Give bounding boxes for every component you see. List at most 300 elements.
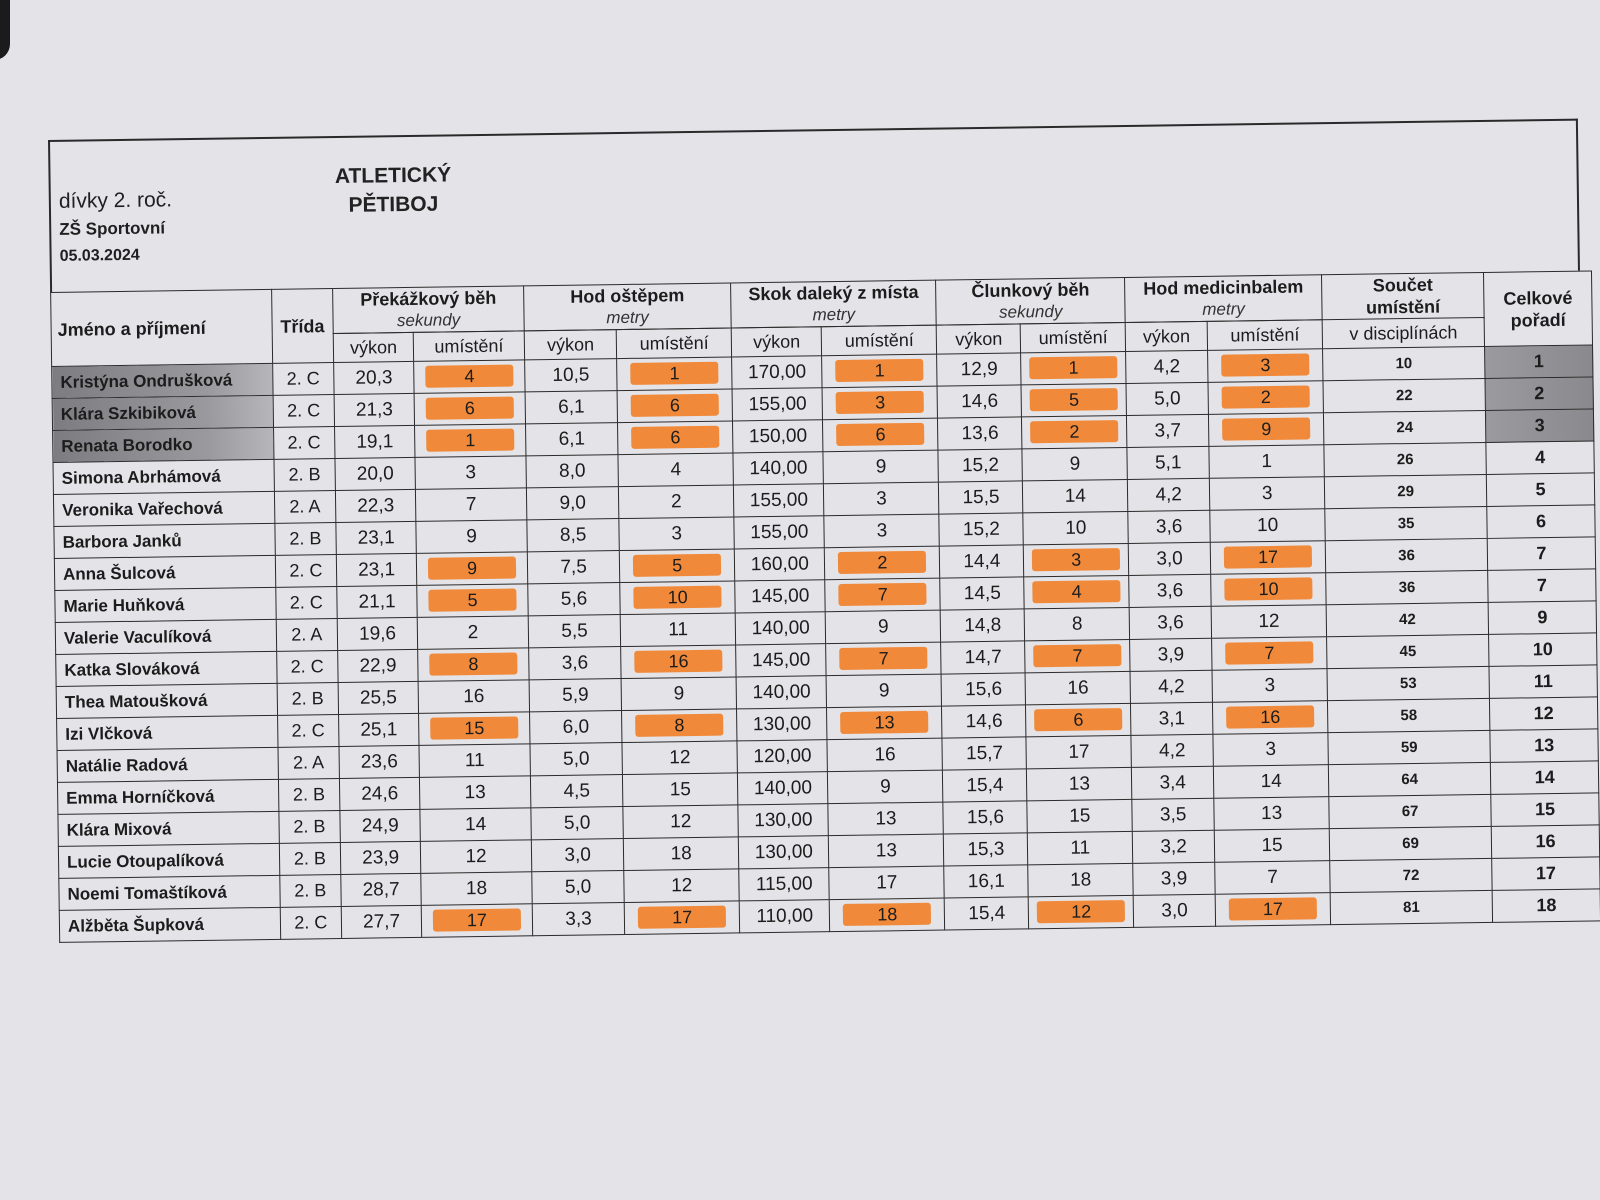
athlete-class: 2. C <box>276 651 338 684</box>
highlighted-placement: 6 <box>1034 708 1122 731</box>
overall-rank: 3 <box>1486 409 1594 443</box>
overall-rank: 15 <box>1491 793 1599 827</box>
placement-subheader: umístění <box>822 325 937 356</box>
discipline-unit: sekundy <box>998 301 1063 322</box>
performance-value: 5,6 <box>528 583 621 616</box>
placement-value <box>1215 893 1330 927</box>
placement-value: 12 <box>622 741 737 775</box>
performance-value: 3,2 <box>1132 830 1215 863</box>
placement-value <box>1022 415 1127 448</box>
placement-value: 12 <box>1211 605 1326 639</box>
athlete-name: Anna Šulcová <box>54 555 275 590</box>
placement-value <box>1208 349 1323 383</box>
placement-value <box>621 645 736 679</box>
performance-value: 115,00 <box>739 868 830 901</box>
highlighted-placement: 17 <box>1224 545 1312 568</box>
highlighted-placement: 5 <box>633 554 721 577</box>
overall-header-line: pořadí <box>1510 309 1566 331</box>
performance-value: 6,1 <box>525 423 618 456</box>
performance-value: 155,00 <box>734 516 825 549</box>
performance-value: 3,7 <box>1127 414 1210 447</box>
highlighted-placement: 2 <box>1030 420 1118 443</box>
performance-value: 140,00 <box>738 772 829 805</box>
performance-value: 14,4 <box>940 545 1025 578</box>
discipline-name: Hod medicinbalem <box>1143 276 1304 299</box>
placement-sum: 36 <box>1325 538 1488 572</box>
placement-value: 18 <box>421 872 532 906</box>
placement-value: 11 <box>419 744 530 778</box>
placement-value: 9 <box>621 677 736 711</box>
placement-value: 15 <box>623 773 738 807</box>
athlete-class: 2. C <box>275 555 337 588</box>
sum-column-header <box>1322 272 1485 319</box>
performance-subheader: výkon <box>731 327 822 357</box>
placement-value <box>823 418 938 452</box>
page-title <box>320 160 466 220</box>
placement-value: 12 <box>624 869 739 903</box>
event-date: 05.03.2024 <box>59 246 140 265</box>
performance-value: 24,9 <box>340 809 420 842</box>
placement-value: 3 <box>1210 477 1325 511</box>
athlete-class: 2. C <box>272 363 334 396</box>
performance-value: 8,5 <box>527 519 620 552</box>
placement-sum: 22 <box>1323 378 1486 412</box>
athlete-class: 2. C <box>280 906 342 939</box>
performance-value: 3,0 <box>1133 894 1216 927</box>
overall-rank: 5 <box>1486 473 1594 507</box>
performance-value: 14,8 <box>940 609 1025 642</box>
performance-value: 4,2 <box>1130 670 1213 703</box>
highlighted-placement: 12 <box>1037 900 1125 923</box>
highlighted-placement: 2 <box>1222 385 1310 408</box>
performance-value: 3,3 <box>532 903 625 936</box>
performance-value: 22,3 <box>336 489 416 522</box>
placement-sum: 69 <box>1329 826 1492 860</box>
performance-value: 20,3 <box>334 361 414 394</box>
highlighted-placement: 6 <box>426 397 514 420</box>
overall-rank: 7 <box>1487 537 1595 571</box>
highlighted-placement: 3 <box>1221 353 1309 376</box>
placement-value: 9 <box>416 520 527 554</box>
placement-value <box>620 549 735 583</box>
placement-value: 12 <box>623 805 738 839</box>
performance-value: 8,0 <box>526 455 619 488</box>
performance-value: 3,0 <box>531 839 624 872</box>
highlighted-placement: 1 <box>836 359 924 382</box>
performance-value: 130,00 <box>738 804 829 837</box>
performance-value: 3,6 <box>1129 574 1212 607</box>
highlighted-placement: 13 <box>840 711 928 734</box>
performance-subheader: výkon <box>524 330 617 360</box>
performance-value: 7,5 <box>527 551 620 584</box>
placement-subheader: umístění <box>413 331 524 362</box>
placement-subheader: umístění <box>1021 322 1126 352</box>
performance-value: 15,6 <box>941 673 1026 706</box>
highlighted-placement: 16 <box>634 650 722 673</box>
placement-value: 14 <box>1214 765 1329 799</box>
performance-value: 4,2 <box>1126 350 1209 383</box>
highlighted-placement: 16 <box>1226 705 1314 728</box>
placement-value: 13 <box>420 776 531 810</box>
performance-value: 5,0 <box>530 743 623 776</box>
performance-value: 5,0 <box>532 871 625 904</box>
placement-sum: 24 <box>1323 410 1486 444</box>
athlete-class: 2. B <box>278 778 340 811</box>
binder-clip <box>0 0 10 60</box>
performance-value: 3,1 <box>1131 702 1214 735</box>
sheet-header <box>48 119 1580 292</box>
placement-value: 14 <box>1023 479 1128 512</box>
placement-value: 3 <box>415 456 526 490</box>
overall-rank: 4 <box>1486 441 1594 475</box>
athlete-class: 2. C <box>275 587 337 620</box>
athlete-class: 2. C <box>273 395 335 428</box>
placement-value <box>1211 573 1326 607</box>
performance-value: 14,5 <box>940 577 1025 610</box>
placement-value: 17 <box>1026 735 1131 768</box>
performance-value: 14,7 <box>941 641 1026 674</box>
performance-value: 25,1 <box>339 713 419 746</box>
placement-value <box>1210 541 1325 575</box>
overall-rank: 13 <box>1490 729 1598 763</box>
performance-value: 120,00 <box>737 740 828 773</box>
highlighted-placement: 7 <box>840 647 928 670</box>
placement-value: 9 <box>828 770 943 804</box>
performance-value: 19,1 <box>335 425 415 458</box>
sum-header-line: Součet <box>1372 274 1433 296</box>
discipline-header-4 <box>936 277 1125 325</box>
highlighted-placement: 3 <box>1032 548 1120 571</box>
placement-sum: 42 <box>1326 602 1489 636</box>
athlete-name: Simona Abrhámová <box>53 459 274 494</box>
highlighted-placement: 7 <box>1033 644 1121 667</box>
highlighted-placement: 6 <box>836 423 924 446</box>
performance-subheader: výkon <box>333 332 413 362</box>
athlete-class: 2. B <box>278 810 340 843</box>
performance-value: 130,00 <box>738 836 829 869</box>
performance-value: 5,9 <box>529 679 622 712</box>
discipline-unit: metry <box>812 304 856 325</box>
highlighted-placement: 1 <box>630 362 718 385</box>
highlighted-placement: 8 <box>635 714 723 737</box>
performance-value: 9,0 <box>526 487 619 520</box>
highlighted-placement: 17 <box>1229 897 1317 920</box>
placement-value: 12 <box>420 840 531 874</box>
performance-value: 160,00 <box>734 548 825 581</box>
placement-value <box>825 578 940 612</box>
performance-value: 27,7 <box>341 905 421 938</box>
placement-sum: 64 <box>1328 762 1491 796</box>
performance-value: 110,00 <box>739 900 830 933</box>
placement-value: 2 <box>417 616 528 650</box>
placement-value <box>1021 383 1126 416</box>
placement-value: 13 <box>829 834 944 868</box>
placement-value: 7 <box>416 488 527 522</box>
overall-column-header <box>1484 271 1593 346</box>
placement-value: 13 <box>828 802 943 836</box>
placement-value: 16 <box>418 680 529 714</box>
placement-value: 4 <box>618 453 733 487</box>
highlighted-placement: 8 <box>429 652 517 675</box>
performance-value: 155,00 <box>732 388 823 421</box>
discipline-name: Člunkový běh <box>971 279 1090 302</box>
athlete-name: Noemi Tomaštíková <box>59 875 280 910</box>
placement-value <box>617 357 732 391</box>
athlete-class: 2. C <box>277 714 339 747</box>
placement-value: 3 <box>824 482 939 516</box>
highlighted-placement: 7 <box>1225 641 1313 664</box>
performance-value: 23,6 <box>339 745 419 778</box>
performance-value: 24,6 <box>340 777 420 810</box>
performance-value: 140,00 <box>735 612 826 645</box>
athlete-class: 2. B <box>279 842 341 875</box>
performance-value: 14,6 <box>937 385 1022 418</box>
highlighted-placement: 6 <box>631 394 719 417</box>
sheet-info <box>59 188 173 266</box>
placement-value: 15 <box>1214 829 1329 863</box>
overall-rank: 11 <box>1489 665 1597 699</box>
performance-value: 5,5 <box>528 615 621 648</box>
performance-value: 23,9 <box>340 841 420 874</box>
placement-value <box>624 901 739 935</box>
placement-value: 18 <box>624 837 739 871</box>
placement-sum: 29 <box>1324 474 1487 508</box>
placement-value <box>415 424 526 458</box>
athlete-name: Klára Szkibiková <box>52 395 273 430</box>
placement-value <box>417 584 528 618</box>
performance-value: 3,6 <box>529 647 622 680</box>
overall-rank: 18 <box>1492 889 1600 923</box>
highlighted-placement: 1 <box>426 429 514 452</box>
placement-value: 9 <box>827 674 942 708</box>
placement-sum: 45 <box>1327 634 1490 668</box>
athlete-class: 2. C <box>273 427 335 460</box>
highlighted-placement: 4 <box>1033 580 1121 603</box>
highlighted-placement: 4 <box>425 365 513 388</box>
athlete-name: Natálie Radová <box>57 747 278 782</box>
athlete-name: Lucie Otoupalíková <box>58 843 279 878</box>
overall-rank: 12 <box>1490 697 1598 731</box>
performance-value: 3,9 <box>1130 638 1213 671</box>
title-line-2: PĚTIBOJ <box>348 192 439 217</box>
placement-sum: 36 <box>1326 570 1489 604</box>
athlete-name: Kristýna Ondrušková <box>52 363 273 398</box>
category-label: dívky 2. roč. <box>58 188 173 213</box>
placement-value <box>1209 413 1324 447</box>
placement-value <box>1208 381 1323 415</box>
performance-value: 25,5 <box>338 681 418 714</box>
athlete-class: 2. A <box>278 746 340 779</box>
results-table <box>50 270 1600 942</box>
placement-value <box>827 706 942 740</box>
performance-value: 14,6 <box>942 705 1027 738</box>
performance-value: 150,00 <box>733 420 824 453</box>
overall-rank: 7 <box>1488 569 1596 603</box>
performance-value: 23,1 <box>336 521 416 554</box>
placement-sum: 67 <box>1329 794 1492 828</box>
placement-value <box>1024 575 1129 608</box>
athlete-name: Thea Matoušková <box>56 683 277 718</box>
athlete-class: 2. A <box>276 619 338 652</box>
placement-value: 1 <box>1209 445 1324 479</box>
placement-value: 13 <box>1214 797 1329 831</box>
athlete-name: Marie Huňková <box>55 587 276 622</box>
title-line-1: ATLETICKÝ <box>334 163 452 188</box>
placement-value <box>1021 351 1126 384</box>
overall-rank: 2 <box>1485 377 1593 411</box>
placement-sum: 10 <box>1323 346 1486 380</box>
highlighted-placement: 3 <box>836 391 924 414</box>
performance-value: 15,4 <box>945 897 1030 930</box>
placement-value <box>620 581 735 615</box>
placement-sum: 72 <box>1330 858 1493 892</box>
overall-rank: 14 <box>1490 761 1598 795</box>
performance-value: 3,6 <box>1128 510 1211 543</box>
athlete-class: 2. A <box>274 491 336 524</box>
performance-value: 15,2 <box>939 513 1024 546</box>
highlighted-placement: 9 <box>1222 417 1310 440</box>
overall-header-line: Celkové <box>1503 287 1573 309</box>
performance-value: 145,00 <box>736 644 827 677</box>
placement-value <box>418 648 529 682</box>
placement-value: 3 <box>619 517 734 551</box>
discipline-name: Hod oštěpem <box>570 285 685 307</box>
highlighted-placement: 5 <box>428 589 516 612</box>
placement-value <box>622 709 737 743</box>
placement-sum: 59 <box>1328 730 1491 764</box>
overall-rank: 10 <box>1489 633 1597 667</box>
performance-value: 5,0 <box>531 807 624 840</box>
placement-value <box>1024 543 1129 576</box>
performance-value: 22,9 <box>338 649 418 682</box>
performance-subheader: výkon <box>1125 321 1207 351</box>
placement-sum: 81 <box>1330 890 1493 924</box>
placement-value <box>822 354 937 388</box>
highlighted-placement: 5 <box>1030 388 1118 411</box>
placement-value: 2 <box>619 485 734 519</box>
highlighted-placement: 10 <box>1224 577 1312 600</box>
placement-value <box>414 360 525 394</box>
placement-value <box>1025 639 1130 672</box>
discipline-name: Překážkový běh <box>360 287 497 310</box>
performance-value: 15,4 <box>943 769 1028 802</box>
placement-value <box>826 642 941 676</box>
placement-value: 9 <box>1022 447 1127 480</box>
placement-value: 3 <box>1213 733 1328 767</box>
performance-value: 28,7 <box>341 873 421 906</box>
placement-sum: 53 <box>1327 666 1490 700</box>
highlighted-placement: 6 <box>631 426 719 449</box>
highlighted-placement: 15 <box>430 716 518 739</box>
athlete-name: Veronika Vařechová <box>53 491 274 526</box>
placement-value <box>822 386 937 420</box>
placement-value <box>414 392 525 426</box>
performance-value: 3,9 <box>1133 862 1216 895</box>
placement-value <box>617 389 732 423</box>
discipline-header-5 <box>1125 275 1323 323</box>
performance-value: 16,1 <box>944 865 1029 898</box>
performance-value: 20,0 <box>335 457 415 490</box>
performance-value: 170,00 <box>732 356 823 389</box>
overall-rank: 16 <box>1491 825 1599 859</box>
discipline-unit: metry <box>1202 299 1245 319</box>
performance-value: 5,0 <box>1126 382 1209 415</box>
performance-value: 13,6 <box>938 417 1023 450</box>
placement-value <box>618 421 733 455</box>
performance-value: 3,4 <box>1131 766 1214 799</box>
performance-subheader: výkon <box>937 324 1022 354</box>
highlighted-placement: 1 <box>1029 356 1117 379</box>
sum-header-line: umístění <box>1365 296 1441 318</box>
placement-value: 15 <box>1027 799 1132 832</box>
placement-sum: 35 <box>1325 506 1488 540</box>
performance-value: 15,6 <box>943 801 1028 834</box>
placement-value: 3 <box>824 514 939 548</box>
highlighted-placement: 17 <box>433 908 521 931</box>
class-column-header: Třída <box>271 289 334 364</box>
placement-value: 16 <box>1026 671 1131 704</box>
discipline-header-2 <box>524 283 732 331</box>
performance-value: 145,00 <box>735 580 826 613</box>
placement-value: 3 <box>1212 669 1327 703</box>
placement-value: 10 <box>1210 509 1325 543</box>
placement-value <box>416 552 527 586</box>
athlete-name: Barbora Janků <box>54 523 275 558</box>
overall-rank: 6 <box>1487 505 1595 539</box>
performance-value: 3,6 <box>1129 606 1212 639</box>
performance-value: 130,00 <box>737 708 828 741</box>
placement-value: 16 <box>827 738 942 772</box>
performance-value: 19,6 <box>337 617 417 650</box>
placement-value: 11 <box>620 613 735 647</box>
overall-rank: 9 <box>1488 601 1596 635</box>
performance-value: 5,1 <box>1127 446 1210 479</box>
athlete-name: Emma Horníčková <box>57 779 278 814</box>
athlete-class: 2. B <box>274 523 336 556</box>
highlighted-placement: 17 <box>638 906 726 929</box>
sum-subheader: v disciplínách <box>1322 317 1484 348</box>
athlete-class: 2. B <box>277 683 339 716</box>
athlete-class: 2. B <box>274 459 336 492</box>
placement-value: 14 <box>420 808 531 842</box>
performance-value: 15,5 <box>939 481 1024 514</box>
name-column-header: Jméno a příjmení <box>51 289 273 366</box>
performance-value: 4,2 <box>1127 478 1210 511</box>
highlighted-placement: 10 <box>634 586 722 609</box>
highlighted-placement: 18 <box>843 903 931 926</box>
placement-subheader: umístění <box>1207 320 1322 351</box>
athlete-name: Klára Mixová <box>58 811 279 846</box>
placement-value: 18 <box>1028 863 1133 896</box>
performance-value: 15,3 <box>944 833 1029 866</box>
school-name: ZŠ Sportovní <box>59 218 166 239</box>
performance-value: 4,5 <box>530 775 623 808</box>
discipline-header-1 <box>333 286 524 334</box>
athlete-name: Valerie Vaculíková <box>55 619 276 654</box>
performance-value: 21,1 <box>337 585 417 618</box>
performance-value: 6,0 <box>529 711 622 744</box>
placement-value <box>1212 637 1327 671</box>
placement-subheader: umístění <box>616 328 731 359</box>
placement-value <box>421 904 532 938</box>
highlighted-placement: 9 <box>428 557 516 580</box>
performance-value: 12,9 <box>937 353 1022 386</box>
performance-value: 4,2 <box>1131 734 1214 767</box>
athlete-name: Renata Borodko <box>53 427 274 462</box>
discipline-name: Skok daleký z místa <box>748 281 919 305</box>
highlighted-placement: 2 <box>838 551 926 574</box>
placement-value <box>825 546 940 580</box>
